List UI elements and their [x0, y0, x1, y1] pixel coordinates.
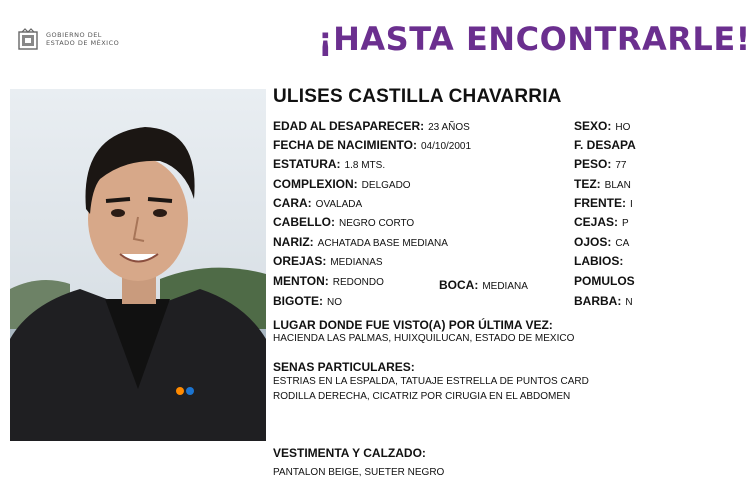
field-label: BARBA: [574, 294, 622, 308]
field-row-hair [273, 215, 414, 229]
field-row-age [273, 119, 470, 133]
headline: ¡HASTA ENCONTRARLE! [318, 20, 751, 58]
government-logo [16, 28, 156, 54]
field-row-eyebrows [574, 215, 629, 229]
field-label: NARIZ: [273, 235, 314, 249]
field-label: FRENTE: [574, 196, 626, 210]
field-value: 23 AÑOS [428, 122, 470, 133]
distinguishing-marks-line-2: RODILLA DERECHA, CICATRIZ POR CIRUGIA EN EL ABDOMEN [273, 391, 571, 402]
field-label: F. DESAPA [574, 138, 636, 152]
field-value: OVALADA [315, 199, 363, 210]
field-value: 04/10/2001 [421, 141, 472, 152]
field-row-ears [273, 254, 383, 268]
field-value: REDONDO [332, 277, 384, 288]
field-label: OREJAS: [273, 254, 327, 268]
field-row-mustache [273, 294, 342, 308]
field-row-cheekbones [574, 274, 639, 288]
field-row-weight [574, 157, 626, 171]
field-value: 1.8 MTS. [344, 160, 386, 171]
field-value: 77 [615, 160, 627, 171]
field-row-height [273, 157, 385, 171]
field-label: TEZ: [574, 177, 601, 191]
distinguishing-marks-line-1: ESTRIAS EN LA ESPALDA, TATUAJE ESTRELLA DE PUNTOS CARD [273, 376, 589, 387]
field-label: FECHA DE NACIMIENTO: [273, 138, 417, 152]
field-row-nose [273, 235, 448, 249]
field-row-beard [574, 294, 633, 308]
field-row-complexion [574, 177, 631, 191]
state-seal-icon [16, 28, 40, 52]
field-value: DELGADO [361, 180, 411, 191]
person-name: ULISES CASTILLA CHAVARRIA [273, 86, 562, 107]
field-label: BOCA: [439, 278, 479, 292]
last-seen-text: HACIENDA LAS PALMAS, HUIXQUILUCAN, ESTADO DE MEXICO [273, 333, 575, 344]
field-label: POMULOS [574, 274, 635, 288]
portrait-illustration [10, 89, 266, 441]
field-label: SEXO: [574, 119, 612, 133]
field-row-chin [273, 274, 384, 288]
last-seen-label: LUGAR DONDE FUE VISTO(A) POR ÚLTIMA VEZ: [273, 318, 553, 332]
field-label: EDAD AL DESAPARECER: [273, 119, 425, 133]
field-label: ESTATURA: [273, 157, 341, 171]
logo-line-1: GOBIERNO DEL [46, 31, 102, 39]
field-value: NEGRO CORTO [339, 218, 415, 229]
clothing-label: VESTIMENTA Y CALZADO: [273, 446, 426, 460]
field-value: N [625, 297, 633, 308]
field-row-sex [574, 119, 630, 133]
field-label: OJOS: [574, 235, 612, 249]
field-row-eyes [574, 235, 629, 249]
logo-line-2: ESTADO DE MÉXICO [46, 39, 120, 47]
field-value: ACHATADA BASE MEDIANA [317, 238, 448, 249]
field-row-disappearance-date [574, 138, 640, 152]
field-value: I [630, 199, 633, 210]
missing-person-photo [10, 89, 266, 441]
field-value: NO [327, 297, 342, 308]
logo-caption [46, 31, 119, 47]
field-row-face [273, 196, 362, 210]
field-value: MEDIANAS [330, 257, 383, 268]
field-value: P [622, 218, 629, 229]
field-row-build [273, 177, 411, 191]
field-value: HO [615, 122, 631, 133]
field-label: MENTON: [273, 274, 329, 288]
field-label: LABIOS: [574, 254, 624, 268]
field-label: COMPLEXION: [273, 177, 358, 191]
field-value: BLAN [604, 180, 631, 191]
field-label: CARA: [273, 196, 312, 210]
clothing-text: PANTALON BEIGE, SUETER NEGRO [273, 467, 445, 478]
field-row-birthdate [273, 138, 471, 152]
field-row-mouth [439, 278, 528, 292]
field-row-lips [574, 254, 627, 268]
field-label: CEJAS: [574, 215, 619, 229]
distinguishing-marks-label: SENAS PARTICULARES: [273, 360, 415, 374]
field-label: CABELLO: [273, 215, 335, 229]
field-row-forehead [574, 196, 633, 210]
field-value: CA [615, 238, 630, 249]
field-value: MEDIANA [482, 281, 528, 292]
field-label: PESO: [574, 157, 612, 171]
field-label: BIGOTE: [273, 294, 323, 308]
